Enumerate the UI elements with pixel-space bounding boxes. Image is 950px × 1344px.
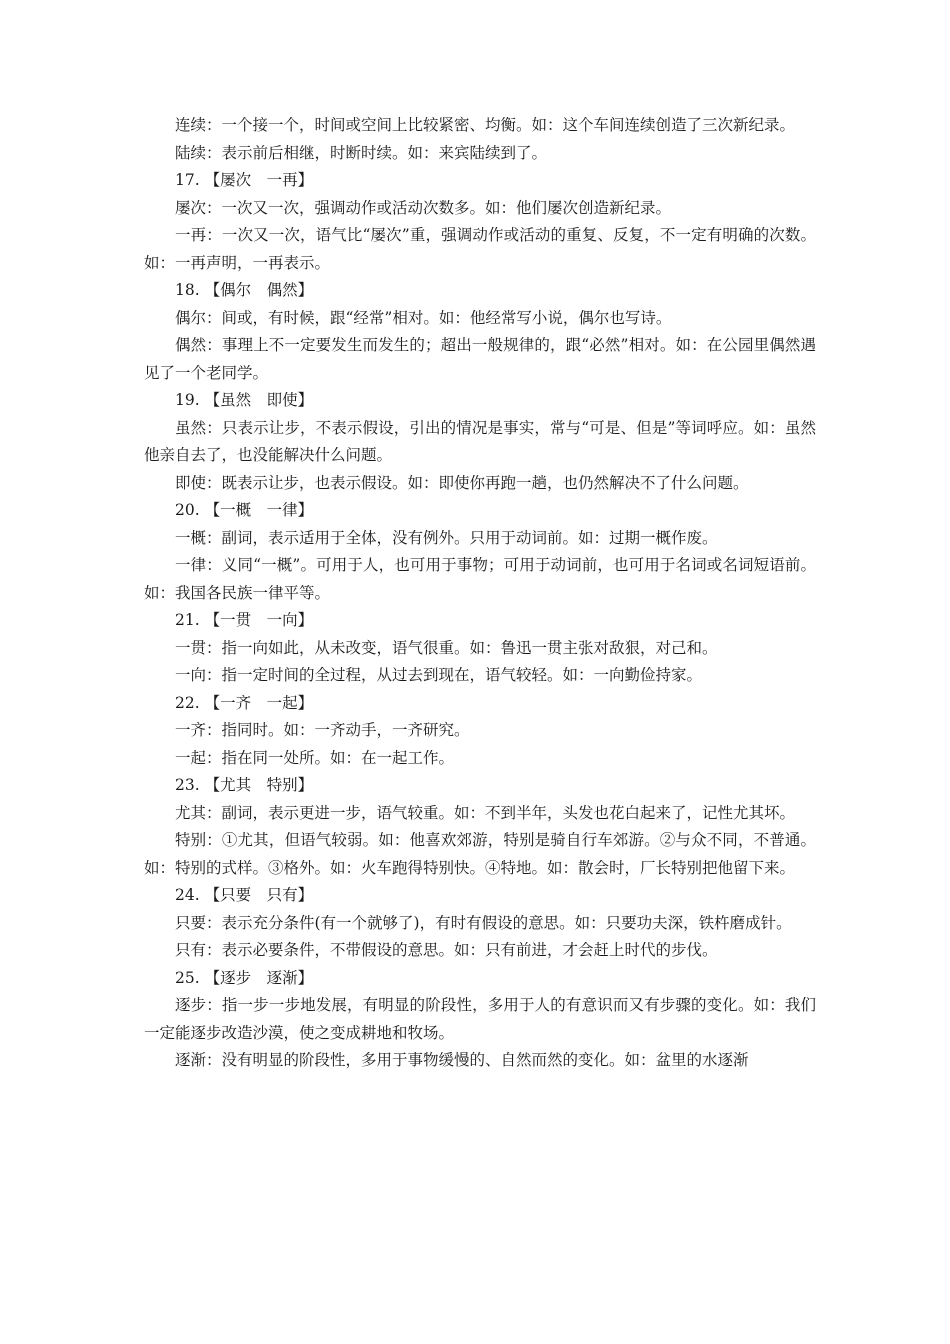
paragraph: 偶尔：间或，有时候，跟“经常”相对。如：他经常写小说，偶尔也写诗。 [175,308,672,327]
section-heading: 18. 【偶尔 偶然】 [175,281,314,299]
paragraph: 一贯：指一向如此，从未改变，语气很重。如：鲁迅一贯主张对敌狠，对己和。 [175,638,718,657]
section-heading: 23. 【尤其 特别】 [175,776,314,794]
paragraph: 虽然：只表示让步，不表示假设，引出的情况是事实，常与“可是、但是”等词呼应。如：虽然他亲自去了，也没能解决什么问题。 [144,418,816,464]
document-page [144,112,816,1075]
paragraph: 一起：指在同一处所。如：在一起工作。 [175,748,455,767]
paragraph: 一律：义同“一概”。可用于人，也可用于事物；可用于动词前，也可用于名词或名词短语前。如：我国各民族一律平等。 [144,556,816,602]
section-heading: 22. 【一齐 一起】 [175,693,314,712]
paragraph: 一向：指一定时间的全过程，从过去到现在，语气较轻。如：一向勤俭持家。 [175,666,703,684]
paragraph: 只有：表示必要条件，不带假设的意思。如：只有前进，才会赶上时代的步伐。 [175,941,718,959]
paragraph: 一齐：指同时。如：一齐动手，一齐研究。 [175,721,470,739]
paragraph: 一概：副词，表示适用于全体，没有例外。只用于动词前。如：过期一概作废。 [175,528,718,547]
paragraph: 特别：①尤其，但语气较弱。如：他喜欢郊游，特别是骑自行车郊游。②与众不同，不普通。如：特别的式样。③格外。如：火车跑得特别快。④特地。如：散会时，厂长特别把他留下来。 [144,831,816,877]
section-heading: 24. 【只要 只有】 [175,886,314,904]
section-heading: 20. 【一概 一律】 [175,501,314,519]
section-heading: 21. 【一贯 一向】 [175,611,314,629]
paragraph: 一再：一次又一次，语气比“屡次”重，强调动作或活动的重复、反复，不一定有明确的次数。如：一再声明，一再表示。 [144,226,816,272]
section-heading: 19. 【虽然 即使】 [175,391,314,409]
paragraph: 只要：表示充分条件(有一个就够了)，有时有假设的意思。如：只要功夫深，铁杵磨成针。 [175,913,792,932]
paragraph: 连续：一个接一个，时间或空间上比较紧密、均衡。如：这个车间连续创造了三次新纪录。 [175,116,796,134]
section-heading: 25. 【逐步 逐渐】 [175,968,314,987]
paragraph: 即使：既表示让步，也表示假设。如：即使你再跑一趟，也仍然解决不了什么问题。 [175,473,749,492]
paragraph: 偶然：事理上不一定要发生而发生的；超出一般规律的，跟“必然”相对。如：在公园里偶然遇见了一个老同学。 [144,336,816,382]
paragraph: 屡次：一次又一次，强调动作或活动次数多。如：他们屡次创造新纪录。 [175,198,672,217]
paragraph: 逐步：指一步一步地发展，有明显的阶段性，多用于人的有意识而又有步骤的变化。如：我们一定能逐步改造沙漠，使之变成耕地和牧场。 [144,996,816,1042]
section-heading: 17. 【屡次 一再】 [175,171,314,189]
paragraph: 逐渐：没有明显的阶段性，多用于事物缓慢的、自然而然的变化。如：盆里的水逐渐 [175,1051,749,1069]
paragraph: 陆续：表示前后相继，时断时续。如：来宾陆续到了。 [175,143,548,162]
paragraph: 尤其：副词，表示更进一步，语气较重。如：不到半年，头发也花白起来了，记性尤其坏。 [175,803,796,822]
